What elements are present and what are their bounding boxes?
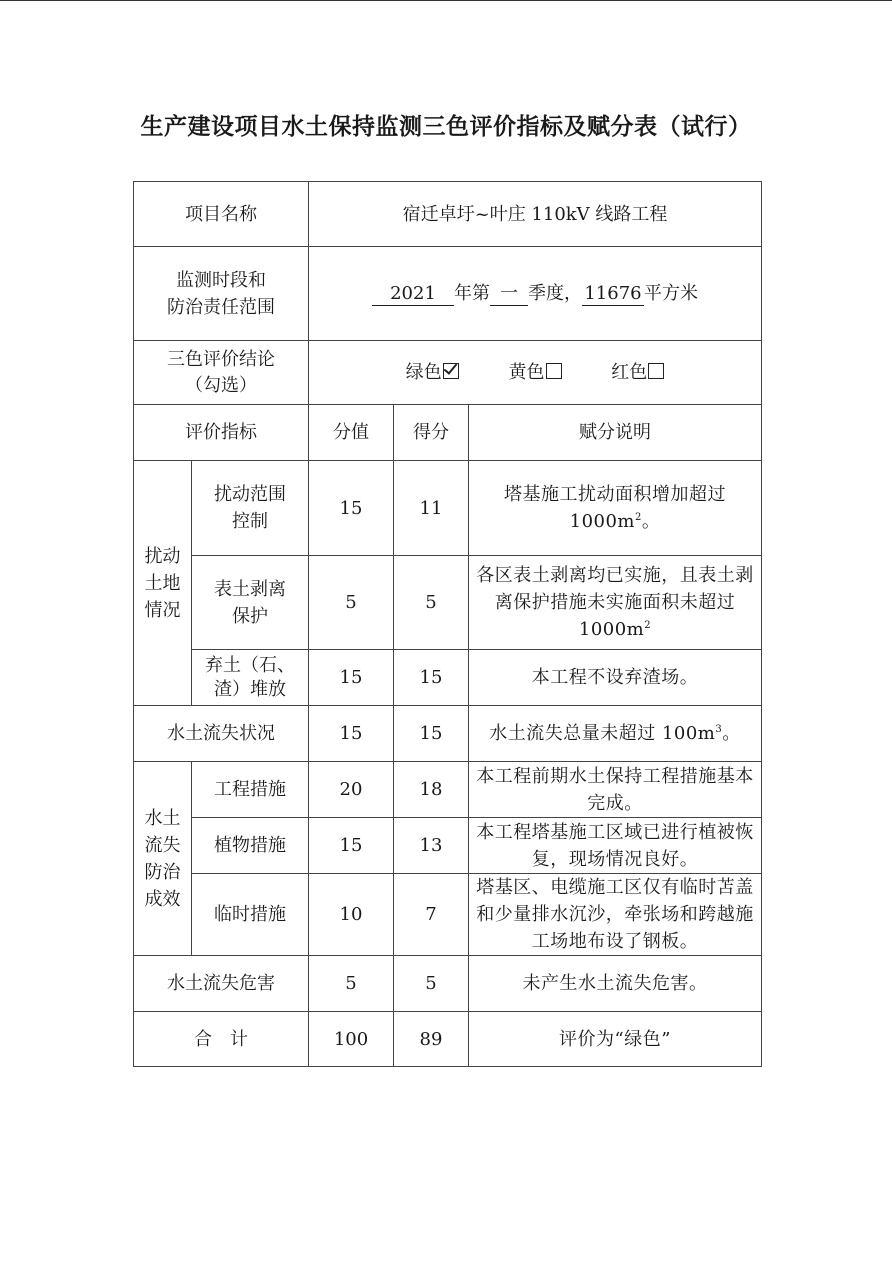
got-cell: 15 bbox=[394, 706, 469, 762]
prevention-group-label bbox=[134, 762, 192, 956]
desc-text: 水土流失总量未超过 100m bbox=[489, 723, 716, 744]
table-row bbox=[134, 650, 762, 706]
table-row bbox=[134, 461, 762, 556]
desc-cell: 未产生水土流失危害。 bbox=[469, 956, 762, 1012]
disturb-item-line1: 扰动范围 bbox=[214, 484, 286, 505]
got-cell: 13 bbox=[394, 818, 469, 874]
desc-superscript: 2 bbox=[635, 512, 642, 523]
total-score: 100 bbox=[309, 1012, 394, 1067]
disturb-item-label bbox=[192, 556, 309, 650]
table-row bbox=[134, 874, 762, 956]
disturb-item-line2: 渣）堆放 bbox=[214, 678, 286, 700]
table-row bbox=[134, 706, 762, 762]
green-checkbox-checked-icon[interactable] bbox=[443, 363, 459, 379]
row-total bbox=[134, 1012, 762, 1067]
header-score: 分值 bbox=[309, 405, 394, 461]
desc-text: 本工程不设弃渣场。 bbox=[531, 667, 699, 688]
period-year: 2021 bbox=[372, 283, 454, 306]
prevention-group-line4: 成效 bbox=[144, 888, 181, 910]
score-cell: 20 bbox=[309, 762, 394, 818]
score-cell: 15 bbox=[309, 818, 394, 874]
option-green-label: 绿色 bbox=[405, 362, 442, 383]
row-result bbox=[134, 341, 762, 405]
prevention-item-label: 工程措施 bbox=[192, 762, 309, 818]
table-row bbox=[134, 556, 762, 650]
loss-status-label: 水土流失状况 bbox=[134, 706, 309, 762]
hazard-label: 水土流失危害 bbox=[134, 956, 309, 1012]
score-cell: 10 bbox=[309, 874, 394, 956]
prevention-item-label: 临时措施 bbox=[192, 874, 309, 956]
desc-superscript: 2 bbox=[644, 620, 652, 631]
prevention-group-line2: 流失 bbox=[144, 834, 181, 856]
disturb-item-label bbox=[192, 650, 309, 706]
option-yellow[interactable] bbox=[509, 362, 562, 383]
disturb-item-line2: 保护 bbox=[232, 605, 268, 627]
result-label-line1: 三色评价结论 bbox=[167, 349, 275, 371]
total-label: 合 计 bbox=[134, 1012, 309, 1067]
period-label-line2: 防治责任范围 bbox=[167, 296, 275, 318]
row-period bbox=[134, 247, 762, 341]
score-cell: 5 bbox=[309, 556, 394, 650]
period-area-unit: 平方米 bbox=[644, 283, 698, 304]
got-cell: 15 bbox=[394, 650, 469, 706]
desc-cell bbox=[469, 706, 762, 762]
desc-cell bbox=[469, 556, 762, 650]
header-desc: 赋分说明 bbox=[469, 405, 762, 461]
disturb-item-line2: 控制 bbox=[232, 511, 268, 532]
score-cell: 15 bbox=[309, 650, 394, 706]
table-row bbox=[134, 818, 762, 874]
desc-tail: 。 bbox=[641, 511, 661, 532]
option-green[interactable] bbox=[406, 362, 459, 383]
row-project-name bbox=[134, 182, 762, 247]
got-cell: 18 bbox=[394, 762, 469, 818]
desc-cell bbox=[469, 650, 762, 706]
desc-cell: 本工程前期水土保持工程措施基本完成。 bbox=[469, 762, 762, 818]
period-area: 11676 bbox=[582, 283, 644, 306]
prevention-item-label: 植物措施 bbox=[192, 818, 309, 874]
desc-cell: 本工程塔基施工区域已进行植被恢复，现场情况良好。 bbox=[469, 818, 762, 874]
desc-cell: 塔基区、电缆施工区仅有临时苫盖和少量排水沉沙，牵张场和跨越施工场地布设了钢板。 bbox=[469, 874, 762, 956]
got-cell: 11 bbox=[394, 461, 469, 556]
period-label bbox=[134, 247, 309, 341]
score-cell: 15 bbox=[309, 706, 394, 762]
result-label-line2: （勾选） bbox=[185, 374, 257, 396]
result-options bbox=[309, 341, 762, 405]
page-top-border bbox=[0, 0, 892, 1]
header-indicator: 评价指标 bbox=[134, 405, 309, 461]
desc-text: 塔基施工扰动面积增加超过 1000m bbox=[504, 484, 726, 532]
result-label bbox=[134, 341, 309, 405]
got-cell: 7 bbox=[394, 874, 469, 956]
got-cell: 5 bbox=[394, 556, 469, 650]
period-quarter-suffix: 季度， bbox=[528, 283, 582, 304]
yellow-checkbox-icon[interactable] bbox=[546, 363, 562, 379]
option-red-label: 红色 bbox=[611, 362, 648, 383]
prevention-group-line3: 防治 bbox=[144, 861, 181, 883]
page-title: 生产建设项目水土保持监测三色评价指标及赋分表（试行） bbox=[140, 113, 752, 140]
desc-cell bbox=[469, 461, 762, 556]
score-cell: 5 bbox=[309, 956, 394, 1012]
project-name-label: 项目名称 bbox=[134, 182, 309, 247]
total-got: 89 bbox=[394, 1012, 469, 1067]
period-label-line1: 监测时段和 bbox=[176, 269, 266, 291]
project-name-value: 宿迁卓圩~叶庄 110kV 线路工程 bbox=[309, 182, 762, 247]
header-got: 得分 bbox=[394, 405, 469, 461]
disturb-item-line1: 表土剥离 bbox=[214, 578, 286, 600]
row-headers bbox=[134, 405, 762, 461]
desc-text: 各区表土剥离均已实施，且表土剥离保护措施未实施面积未超过 1000m bbox=[476, 565, 754, 640]
disturb-item-label bbox=[192, 461, 309, 556]
score-cell: 15 bbox=[309, 461, 394, 556]
prevention-group-line1: 水土 bbox=[144, 807, 181, 829]
period-value bbox=[309, 247, 762, 341]
disturb-group-line1: 扰动 bbox=[144, 545, 181, 567]
period-quarter: 一 bbox=[490, 283, 528, 306]
got-cell: 5 bbox=[394, 956, 469, 1012]
evaluation-table bbox=[133, 181, 762, 1067]
disturb-group-label bbox=[134, 461, 192, 706]
disturb-item-line1: 弃土（石、 bbox=[205, 655, 295, 677]
option-yellow-label: 黄色 bbox=[508, 362, 545, 383]
table-row bbox=[134, 762, 762, 818]
period-year-suffix: 年第 bbox=[454, 283, 490, 304]
desc-superscript: 3 bbox=[715, 724, 723, 735]
option-red[interactable] bbox=[611, 362, 664, 383]
disturb-group-line3: 情况 bbox=[144, 599, 181, 621]
disturb-group-line2: 土地 bbox=[144, 572, 181, 594]
red-checkbox-icon[interactable] bbox=[648, 363, 664, 379]
desc-tail: 。 bbox=[722, 723, 741, 744]
table-row bbox=[134, 956, 762, 1012]
total-desc: 评价为“绿色” bbox=[469, 1012, 762, 1067]
